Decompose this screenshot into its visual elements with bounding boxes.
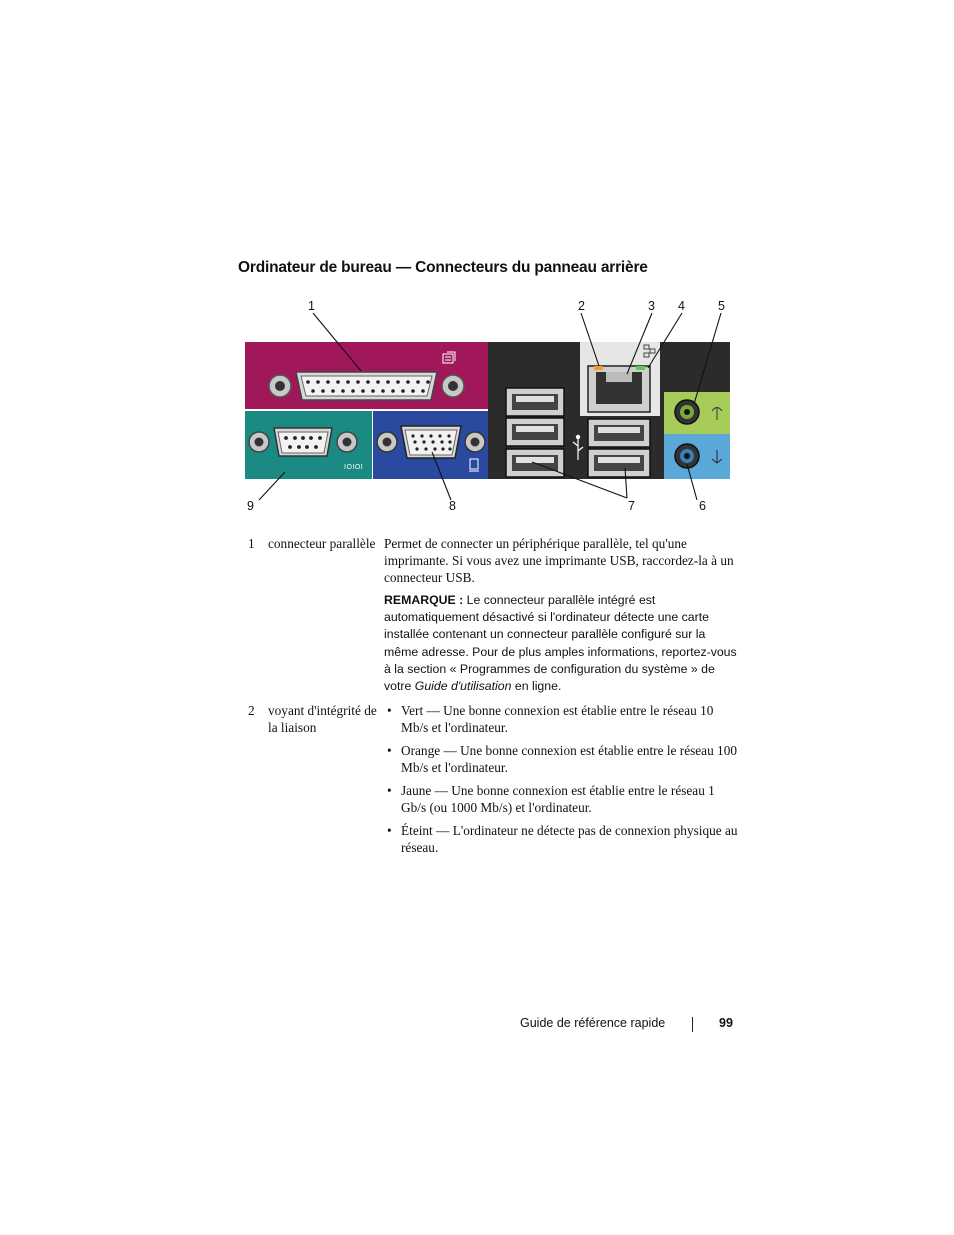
note-text-end: en ligne.: [514, 679, 562, 694]
row-number: 1: [248, 536, 255, 551]
serial-port-label: IOIOI: [344, 464, 364, 471]
list-item: • Éteint — L'ordinateur ne détecte pas de connexion physique au réseau.: [384, 822, 738, 856]
callout-5: 5: [718, 299, 725, 313]
callout-7: 7: [628, 499, 635, 513]
note-label: REMARQUE :: [384, 593, 464, 607]
connector-table: [248, 535, 738, 862]
callout-3: 3: [648, 299, 655, 313]
status-list: [384, 702, 738, 856]
callout-2: 2: [578, 299, 585, 313]
page-number: 99: [719, 1016, 733, 1030]
note-text: Le connecteur parallèle intégré est automatiquement désactivé si l'ordinateur détecte une carte installée contenant un connecteur parallèle configuré sur la même adresse. Pour de plus amples informations, reportez-vous à la section « Programmes de configuration du système » de votre: [384, 593, 737, 694]
connector-name: connecteur parallèle: [268, 536, 376, 551]
footer-label: Guide de référence rapide: [520, 1016, 666, 1030]
note: [384, 592, 738, 695]
connector-description: [384, 535, 738, 695]
back-panel-figure: [240, 296, 735, 516]
callout-9: 9: [247, 499, 254, 513]
footer-separator: [692, 1017, 693, 1032]
list-item: • Jaune — Une bonne connexion est établie entre le réseau 1 Gb/s (ou 1000 Mb/s) et l'ordinateur.: [384, 782, 738, 816]
table-row: [248, 535, 738, 695]
connector-name: voyant d'intégrité de la liaison: [268, 703, 377, 736]
rj45-connector: [588, 366, 650, 412]
callout-6: 6: [699, 499, 706, 513]
audio-dark-panel: [664, 342, 730, 392]
row-number: 2: [248, 703, 255, 719]
list-item: • Orange — Une bonne connexion est établie entre le réseau 100 Mb/s et l'ordinateur.: [384, 742, 738, 776]
callout-4: 4: [678, 299, 685, 313]
callout-1: 1: [308, 299, 315, 313]
description-text: Permet de connecter un périphérique parallèle, tel qu'une imprimante. Si vous avez une imprimante USB, raccordez-la à un connecteur USB.: [384, 536, 734, 585]
list-item: • Vert — Une bonne connexion est établie entre le réseau 10 Mb/s et l'ordinateur.: [384, 702, 738, 736]
table-row: [248, 702, 738, 856]
connector-description: [384, 702, 738, 856]
note-guide-title: Guide d'utilisation: [414, 679, 512, 694]
callout-8: 8: [449, 499, 456, 513]
section-title: Ordinateur de bureau — Connecteurs du panneau arrière: [238, 259, 648, 276]
line-out-jack: [675, 400, 699, 424]
